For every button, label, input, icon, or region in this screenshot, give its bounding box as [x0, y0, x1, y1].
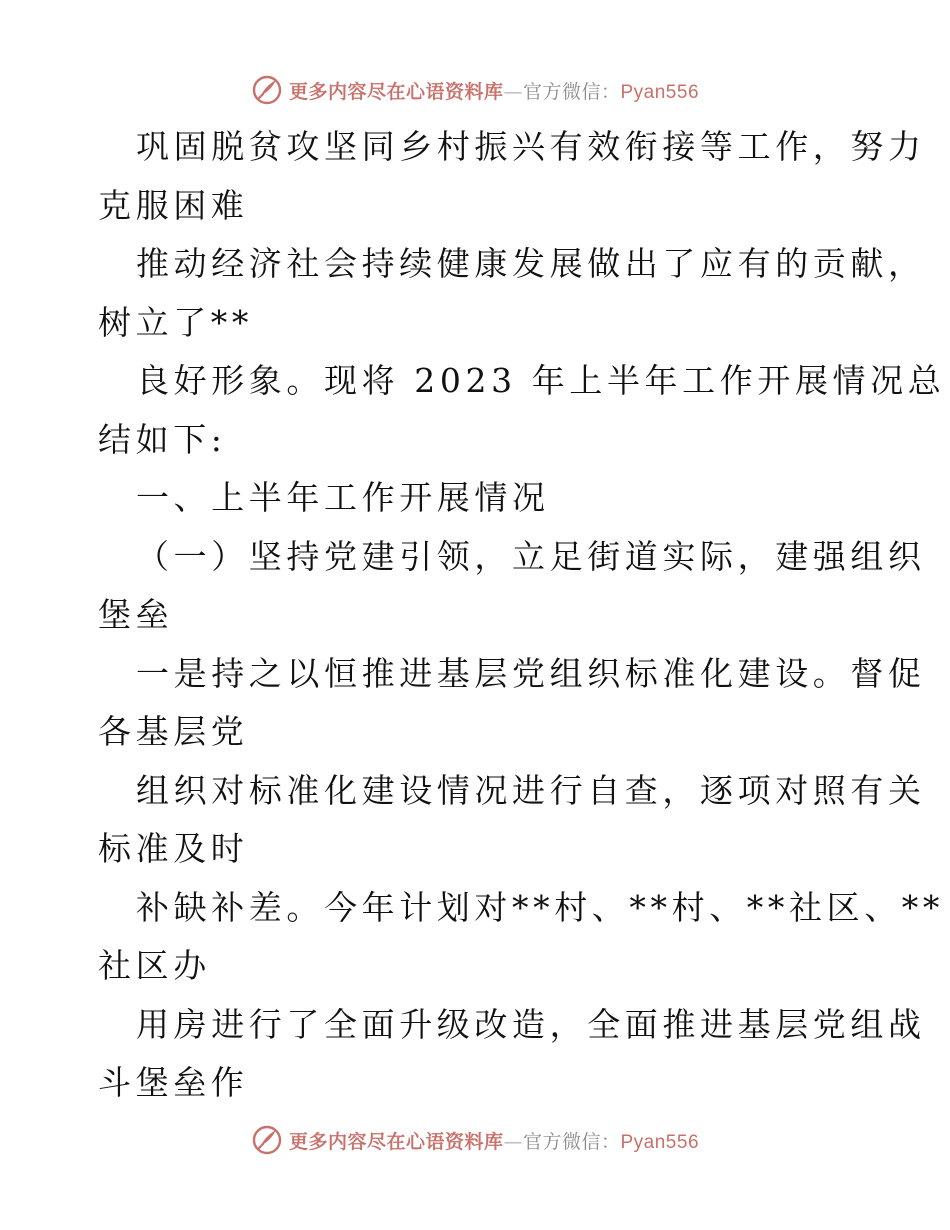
feather-pen-logo-icon: [251, 74, 283, 106]
watermark-wechat-label: 官方微信：: [522, 80, 621, 103]
document-body: [98, 118, 946, 1113]
text-line: 推动经济社会持续健康发展做出了应有的贡献，: [136, 244, 926, 283]
text-line: 巩固脱贫攻坚同乡村振兴有效衔接等工作，努力: [136, 127, 926, 166]
text-line: 标准及时: [98, 829, 249, 868]
text-line: 树立了**: [98, 302, 253, 342]
watermark-text: [289, 1127, 699, 1154]
text-line: 补缺补差。今年计划对**村、**村、**社区、**: [136, 887, 944, 927]
text-line: 组织对标准化建设情况进行自查，逐项对照有关: [136, 770, 926, 810]
header-watermark: [0, 68, 950, 112]
text-line: （一）坚持党建引领，立足街道实际，建强组织: [136, 536, 926, 576]
text-line: 一、上半年工作开展情况: [136, 478, 550, 517]
text-line: 结如下:: [98, 419, 227, 459]
text-line: 斗堡垒作: [98, 1063, 249, 1102]
watermark-wechat-id: Pyan556: [620, 81, 700, 103]
text-line: 堡垒: [98, 595, 174, 634]
text-line: 克服困难: [98, 185, 249, 225]
feather-pen-logo-icon: [251, 1124, 283, 1156]
text-line: 各基层党: [98, 712, 249, 751]
watermark-main-text: 更多内容尽在心语资料库: [288, 1130, 504, 1153]
footer-watermark: [0, 1118, 950, 1162]
text-line: 用房进行了全面升级改造，全面推进基层党组战: [136, 1004, 926, 1044]
text-line: 社区办: [98, 946, 211, 985]
watermark-main-text: 更多内容尽在心语资料库: [288, 80, 504, 103]
watermark-text: [289, 77, 699, 104]
text-line: 一是持之以恒推进基层党组织标准化建设。督促: [136, 653, 926, 693]
text-line: 良好形象。现将 2023 年上半年工作开展情况总: [136, 361, 946, 400]
watermark-separator: —: [503, 1130, 523, 1153]
watermark-separator: —: [503, 80, 523, 103]
watermark-wechat-id: Pyan556: [620, 1131, 700, 1153]
watermark-wechat-label: 官方微信：: [522, 1130, 621, 1153]
